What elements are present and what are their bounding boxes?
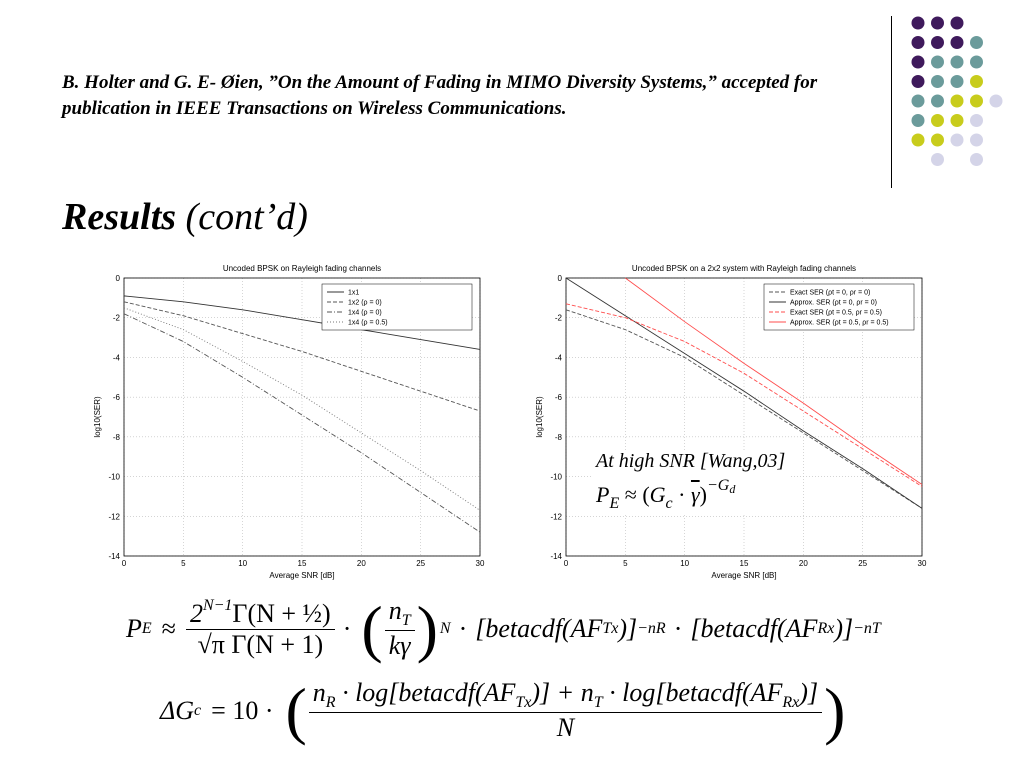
decor-dot [912, 114, 925, 127]
legend-entry: 1x1 [348, 289, 360, 297]
y-axis-label: log10(SER) [535, 396, 544, 438]
legend-entry: Approx. SER (ρt = 0, ρr = 0) [790, 299, 877, 307]
legend-entry: Approx. SER (ρt = 0.5, ρr = 0.5) [790, 319, 889, 327]
decor-dot [970, 56, 983, 69]
x-tick-label: 5 [623, 559, 628, 568]
y-tick-label: -14 [108, 552, 120, 561]
decor-dot [931, 36, 944, 49]
ser-approximation-equation: P E ≈ $\frac{2^{N-1}\Gamma(N + \frac{1}{2})}{\text{√π Γ(N + 1)}}$ · ( $\frac{n_T}{k\gamma}$ ) N · [betacdf(AF Tx )] −nR · [betacdf(AF Rx )] −nT [126, 592, 881, 664]
decor-dot [970, 114, 983, 127]
decor-dot [970, 153, 983, 166]
decor-dot [931, 17, 944, 30]
annotation-formula: $P_E \approx (G_c \cdot \overline{\gamma})^{-Gd}$ [596, 477, 736, 512]
y-tick-label: -10 [108, 472, 120, 482]
x-tick-label: 10 [680, 559, 690, 568]
chart-title: Uncoded BPSK on a 2x2 system with Rayleigh fading channels [631, 264, 857, 273]
x-tick-label: 30 [475, 559, 485, 568]
coding-gain-equation: ΔG c = 10 · ( $\frac{n_R \cdot \log[betacdf(AF_{Tx})] + n_T \cdot \log[betacdf(AF_{Rx})]}{N}$ ) [160, 674, 846, 746]
x-tick-label: 15 [297, 559, 307, 568]
decor-dot [912, 56, 925, 69]
chart-right [530, 258, 930, 588]
legend-entry: 1x4 (ρ = 0.5) [348, 319, 388, 327]
y-tick-label: -12 [550, 512, 562, 522]
chart-title: Uncoded BPSK on Rayleigh fading channels [222, 264, 382, 273]
decor-dot [970, 95, 983, 108]
x-tick-label: 30 [917, 559, 927, 568]
decor-dot [912, 134, 925, 147]
legend-entry: Exact SER (ρt = 0, ρr = 0) [790, 289, 871, 297]
x-axis-label: Average SNR [dB] [269, 571, 335, 580]
decor-dot [931, 153, 944, 166]
y-tick-label: -2 [554, 313, 562, 323]
legend-entry: Exact SER (ρt = 0.5, ρr = 0.5) [790, 309, 882, 317]
decor-dot [912, 75, 925, 88]
decor-dot [970, 36, 983, 49]
reference-citation: B. Holter and G. E- Øien, ”On the Amount of Fading in MIMO Diversity Systems,” accepted for publication in IEEE Transactions on Wireless Communications. [62, 72, 818, 119]
legend-entry: 1x4 (ρ = 0) [348, 309, 382, 317]
decor-dot [951, 17, 964, 30]
y-tick-label: 0 [115, 274, 120, 283]
y-tick-label: 0 [557, 274, 562, 283]
y-tick-label: -4 [554, 353, 562, 363]
x-tick-label: 25 [416, 559, 426, 568]
y-tick-label: -6 [112, 393, 120, 403]
y-tick-label: -14 [550, 552, 562, 561]
decor-dot [931, 75, 944, 88]
x-tick-label: 0 [563, 559, 569, 568]
decor-dot [951, 134, 964, 147]
decor-dot [912, 95, 925, 108]
decor-dot [912, 17, 925, 30]
decor-dot [931, 114, 944, 127]
decor-dot [951, 95, 964, 108]
x-tick-label: 5 [181, 559, 186, 568]
decorative-dot-grid [0, 0, 1024, 200]
decor-dot [951, 75, 964, 88]
legend-entry: 1x2 (ρ = 0) [348, 299, 382, 307]
decor-dot [951, 36, 964, 49]
decor-dot [912, 36, 925, 49]
y-tick-label: -2 [112, 313, 120, 323]
y-tick-label: -6 [554, 393, 562, 403]
x-tick-label: 15 [739, 559, 749, 568]
y-tick-label: -8 [554, 432, 562, 442]
chart-left [88, 258, 488, 588]
decor-dot [931, 134, 944, 147]
x-tick-label: 10 [238, 559, 248, 568]
y-tick-label: -10 [550, 472, 562, 482]
x-tick-label: 20 [798, 559, 808, 568]
y-axis-label: log10(SER) [93, 396, 102, 438]
decor-dot [951, 114, 964, 127]
decor-dot [970, 134, 983, 147]
decor-dot [951, 56, 964, 69]
heading-light: (cont’d) [185, 196, 308, 238]
coding-gain-fraction: $\frac{n_R \cdot \log[betacdf(AF_{Tx})] + n_T \cdot \log[betacdf(AF_{Rx})]}{N}$ [309, 678, 822, 743]
gamma-fraction: $\frac{2^{N-1}\Gamma(N + \frac{1}{2})}{\text{√π Γ(N + 1)}}$ [186, 597, 335, 660]
high-snr-annotation [592, 450, 789, 513]
y-tick-label: -12 [108, 512, 120, 522]
legend-box [322, 284, 472, 330]
decor-dot [970, 75, 983, 88]
slide-heading [62, 192, 308, 242]
y-tick-label: -4 [112, 353, 120, 363]
decorative-vertical-rule [891, 16, 892, 188]
heading-strong: Results [62, 196, 177, 238]
x-tick-label: 25 [858, 559, 868, 568]
snr-fraction: $\frac{n_T}{k\gamma}$ [385, 596, 415, 661]
decor-dot [931, 95, 944, 108]
x-tick-label: 20 [356, 559, 366, 568]
decor-dot [990, 95, 1003, 108]
x-axis-label: Average SNR [dB] [711, 571, 777, 580]
annotation-text: At high SNR [Wang,03] [596, 450, 786, 472]
y-tick-label: -8 [112, 432, 120, 442]
decor-dot [931, 56, 944, 69]
x-tick-label: 0 [121, 559, 127, 568]
